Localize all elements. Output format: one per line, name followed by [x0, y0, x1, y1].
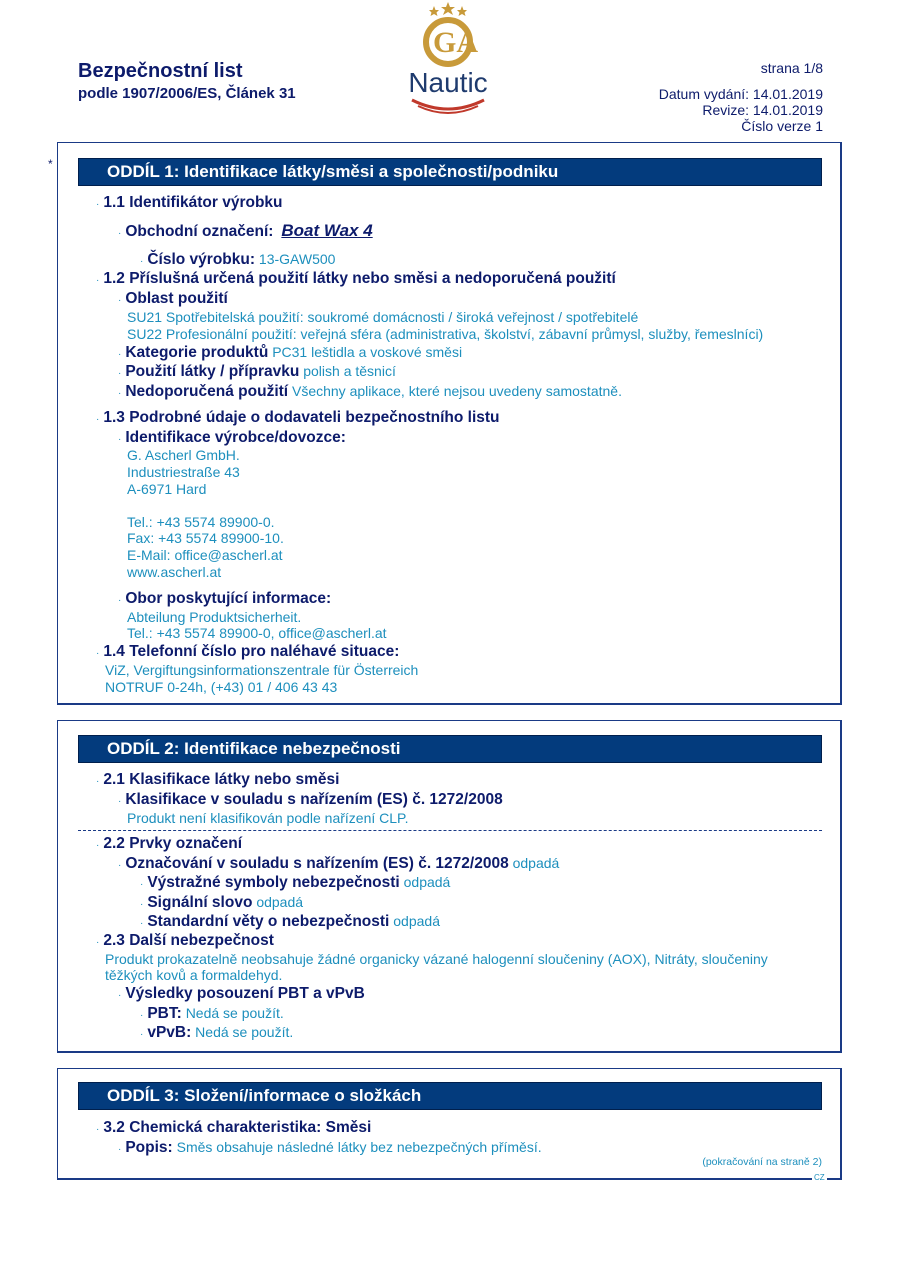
product-category-label: Kategorie produktů	[125, 344, 269, 361]
signal-word-label: Signální slovo	[147, 894, 253, 911]
section-2: ODDÍL 2: Identifikace nebezpečnosti · 2.1 Klasifikace látky nebo směsi · Klasifikace v souladu s nařízením (ES) č. 1272/2008 Produkt není klasifikován podle nařízení CLP. · 2.2 Prvky označení · Označování v souladu s nařízením (ES) č. 1272/2008 odpadá · Výstražné symboly nebezpečnosti odpadá · Signální slovo odpadá · Standardní věty o nebezpečnosti odpadá · 2.3 Další nebezpečnost Produkt prokazatelně neobsahuje žádné organicky vázané halogenní sloučeniny (AOX), Nitráty, sloučeniny těžkých kovů a formaldehyd. · Výsledky posouzení PBT a vPvB · PBT: Nedá se použít. · vPvB: Nedá se použít.	[57, 720, 842, 1053]
logo-text: Nautic	[408, 67, 488, 98]
classification-text: Produkt není klasifikován podle nařízení CLP.	[127, 810, 409, 826]
product-number: 13-GAW500	[258, 251, 336, 267]
pbt-heading: Výsledky posouzení PBT a vPvB	[125, 985, 365, 1002]
revision-date: Revize: 14.01.2019	[702, 102, 823, 118]
emergency-line: ViZ, Vergiftungsinformationszentrale für Österreich	[105, 662, 419, 678]
manufacturer-line: G. Ascherl GmbH.	[127, 447, 240, 463]
subsection-2-1: 2.1 Klasifikace látky nebo směsi	[103, 771, 340, 788]
area-of-use-label: Oblast použití	[125, 290, 228, 307]
section-3: ODDÍL 3: Složení/informace o složkách · 3.2 Chemická charakteristika: Směsi · Popis: Směs obsahuje následné látky bez nebezpečných příměsí. (pokračování na straně 2)	[57, 1068, 842, 1180]
not-recommended-value: Všechny aplikace, které nejsou uvedeny samostatně.	[291, 383, 622, 399]
document-title: Bezpečnostní list	[78, 60, 243, 82]
manufacturer-label: Identifikace výrobce/dovozce:	[125, 429, 346, 446]
pbt-value: Nedá se použít.	[185, 1005, 284, 1021]
use-value: polish a těsnicí	[303, 363, 396, 379]
labelling-value: odpadá	[512, 855, 560, 871]
manufacturer-line: Fax: +43 5574 89900-10.	[127, 530, 284, 546]
description-value: Směs obsahuje následné látky bez nebezpečných příměsí.	[176, 1139, 542, 1155]
logo-letters: GA	[433, 26, 478, 59]
subsection-1-1: 1.1 Identifikátor výrobku	[103, 194, 283, 211]
vpvb-label: vPvB:	[147, 1024, 192, 1041]
company-logo	[398, 0, 498, 120]
labelling-label: Označování v souladu s nařízením (ES) č. 1272/2008	[125, 855, 509, 872]
signal-word-value: odpadá	[256, 894, 304, 910]
section-1-heading: ODDÍL 1: Identifikace látky/směsi a společnosti/podniku	[78, 158, 822, 186]
trade-name-label: Obchodní označení:	[125, 223, 274, 240]
pbt-label: PBT:	[147, 1005, 182, 1022]
manufacturer-line: www.ascherl.at	[127, 564, 222, 580]
document-subtitle: podle 1907/2006/ES, Článek 31	[78, 85, 296, 102]
info-line: Tel.: +43 5574 89900-0, office@ascherl.at	[127, 625, 387, 641]
hazard-symbols-value: odpadá	[403, 874, 451, 890]
country-code: CZ	[814, 1173, 825, 1182]
classification-label: Klasifikace v souladu s nařízením (ES) č. 1272/2008	[125, 791, 503, 808]
section-2-heading: ODDÍL 2: Identifikace nebezpečnosti	[78, 735, 822, 763]
product-number-label: Číslo výrobku:	[147, 251, 256, 268]
section-3-heading: ODDÍL 3: Složení/informace o složkách	[78, 1082, 822, 1110]
su22-text: SU22 Profesionální použití: veřejná sféra (administrativa, školství, zábavní průmysl, služby, řemeslníci)	[127, 326, 764, 342]
subsection-3-2: 3.2 Chemická charakteristika: Směsi	[103, 1119, 372, 1136]
manufacturer-line: E-Mail: office@ascherl.at	[127, 547, 283, 563]
trade-name: Boat Wax 4	[281, 221, 373, 240]
description-label: Popis:	[125, 1139, 173, 1156]
hazard-statements-label: Standardní věty o nebezpečnosti	[147, 913, 390, 930]
su21-text: SU21 Spotřebitelská použití: soukromé domácnosti / široká veřejnost / spotřebitelé	[127, 309, 639, 325]
manufacturer-line: Industriestraße 43	[127, 464, 240, 480]
subsection-1-2: 1.2 Příslušná určená použití látky nebo směsi a nedoporučená použití	[103, 270, 616, 287]
product-category: PC31 leštidla a voskové směsi	[272, 344, 463, 360]
section-1: ODDÍL 1: Identifikace látky/směsi a společnosti/podniku · 1.1 Identifikátor výrobku · Obchodní označení: Boat Wax 4 · Číslo výrobku: 13-GAW500 · 1.2 Příslušná určená použití látky nebo směsi a nedoporučená použití · Oblast použití SU21 Spotřebitelská použití: soukromé domácnosti / široká veřejnost / spotřebitelé SU22 Profesionální použití: veřejná sféra (administrativa, školství, zábavní průmysl, služby, řemeslníci) · Kategorie produktů PC31 leštidla a voskové směsi · Použití látky / přípravku polish a těsnicí · Nedoporučená použití Všechny aplikace, které nejsou uvedeny samostatně. · 1.3 Podrobné údaje o dodavateli bezpečnostního listu · Identifikace výrobce/dovozce: G. Ascherl GmbH. Industriestraße 43 A-6971 Hard Tel.: +43 5574 89900-0. Fax: +43 5574 89900-10. E-Mail: office@ascherl.at www.ascherl.at · Obor poskytující informace: Abteilung Produktsicherheit. Tel.: +43 5574 89900-0, office@ascherl.at · 1.4 Telefonní číslo pro naléhavé situace: ViZ, Vergiftungsinformationszentrale für Österreich NOTRUF 0-24h, (+43) 01 / 406 43 43	[57, 142, 842, 705]
other-hazard-line: těžkých kovů a formaldehyd.	[105, 967, 283, 983]
not-recommended-label: Nedoporučená použití	[125, 383, 289, 400]
manufacturer-line: Tel.: +43 5574 89900-0.	[127, 514, 275, 530]
use-label: Použití látky / přípravku	[125, 363, 300, 380]
hazard-statements-value: odpadá	[393, 913, 440, 929]
divider	[78, 830, 822, 831]
other-hazard-line: Produkt prokazatelně neobsahuje žádné organicky vázané halogenní sloučeniny (AOX), Nitráty, sloučeniny	[105, 951, 768, 967]
emergency-line: NOTRUF 0-24h, (+43) 01 / 406 43 43	[105, 679, 338, 695]
info-label: Obor poskytující informace:	[125, 590, 332, 607]
subsection-1-3: 1.3 Podrobné údaje o dodavateli bezpečnostního listu	[103, 409, 500, 426]
continued-note: (pokračování na straně 2)	[702, 1156, 822, 1168]
page-number: strana 1/8	[760, 60, 823, 76]
subsection-2-2: 2.2 Prvky označení	[103, 835, 243, 852]
subsection-2-3: 2.3 Další nebezpečnost	[103, 932, 274, 949]
hazard-symbols-label: Výstražné symboly nebezpečnosti	[147, 874, 400, 891]
version-number: Číslo verze 1	[741, 118, 823, 134]
info-line: Abteilung Produktsicherheit.	[127, 609, 302, 625]
vpvb-value: Nedá se použít.	[195, 1024, 294, 1040]
change-marker: *	[48, 157, 53, 171]
subsection-1-4: 1.4 Telefonní číslo pro naléhavé situace:	[103, 643, 400, 660]
manufacturer-line: A-6971 Hard	[127, 481, 207, 497]
issue-date: Datum vydání: 14.01.2019	[658, 86, 823, 102]
